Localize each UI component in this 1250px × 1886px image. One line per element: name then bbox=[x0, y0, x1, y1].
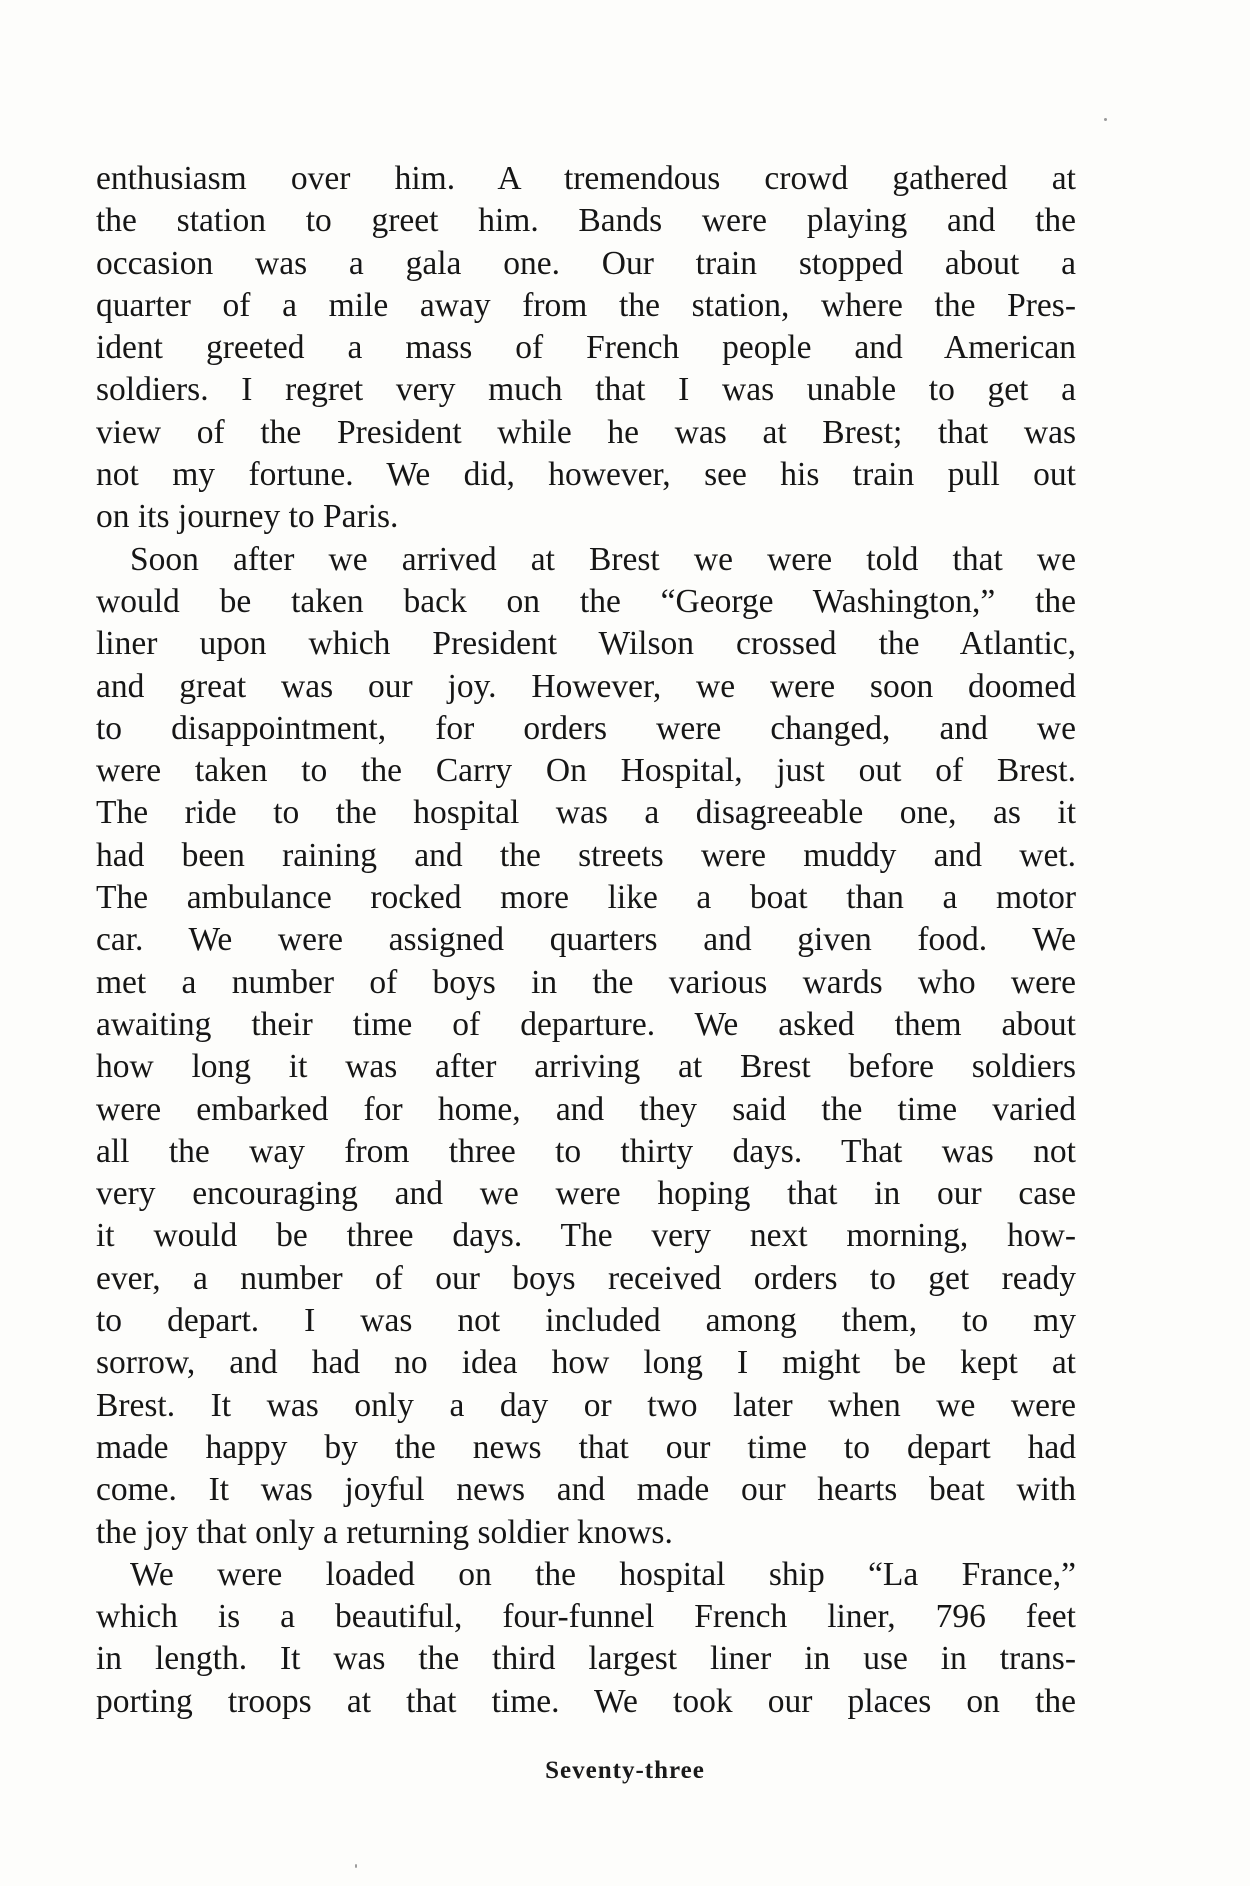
text-line: enthusiasm over him. A tremendous crowd gathered at bbox=[96, 160, 1076, 197]
text-line: which is a beautiful, four-funnel French liner, 796 feet bbox=[96, 1598, 1076, 1636]
text-line: liner upon which President Wilson crossed the Atlantic, bbox=[96, 625, 1076, 663]
text-line: ident greeted a mass of French people and American bbox=[96, 329, 1076, 367]
scan-speck bbox=[355, 1864, 357, 1868]
text-line: to disappointment, for orders were changed, and we bbox=[96, 709, 1076, 747]
paragraph-3 bbox=[96, 1554, 1076, 1723]
text-line: met a number of boys in the various wards who were bbox=[96, 963, 1076, 1001]
text-line: view of the President while he was at Brest; that was bbox=[96, 413, 1076, 451]
text-line: it would be three days. The very next morning, how- bbox=[96, 1217, 1076, 1255]
text-line: the joy that only a returning soldier knows. bbox=[96, 1513, 673, 1551]
text-line: occasion was a gala one. Our train stopped about a bbox=[96, 244, 1076, 282]
paragraph-2 bbox=[96, 539, 1076, 1554]
text-line: soldiers. I regret very much that I was unable to get a bbox=[96, 371, 1076, 409]
body-text bbox=[96, 158, 1076, 1723]
text-line: Soon after we arrived at Brest we were told that we bbox=[130, 540, 1076, 578]
text-line: ever, a number of our boys received orders to get ready bbox=[96, 1259, 1076, 1297]
text-line: sorrow, and had no idea how long I might be kept at bbox=[96, 1344, 1076, 1382]
text-line: all the way from three to thirty days. That was not bbox=[96, 1132, 1076, 1170]
page-number: Seventy-three bbox=[545, 1757, 705, 1784]
text-line: to depart. I was not included among them, to my bbox=[96, 1302, 1076, 1340]
text-line: The ambulance rocked more like a boat than a motor bbox=[96, 879, 1076, 917]
text-line: the station to greet him. Bands were playing and the bbox=[96, 202, 1076, 240]
text-line: made happy by the news that our time to depart had bbox=[96, 1428, 1076, 1466]
text-line: would be taken back on the “George Washington,” the bbox=[96, 582, 1076, 620]
text-line: in length. It was the third largest liner in use in trans- bbox=[96, 1640, 1076, 1678]
text-line: We were loaded on the hospital ship “La France,” bbox=[130, 1555, 1076, 1593]
scan-speck bbox=[1104, 118, 1107, 121]
text-line: had been raining and the streets were muddy and wet. bbox=[96, 836, 1076, 874]
text-line: how long it was after arriving at Brest before soldiers bbox=[96, 1048, 1076, 1086]
text-line: The ride to the hospital was a disagreeable one, as it bbox=[96, 794, 1076, 832]
text-line: were taken to the Carry On Hospital, just out of Brest. bbox=[96, 752, 1076, 790]
text-line: Brest. It was only a day or two later when we were bbox=[96, 1386, 1076, 1424]
text-line: quarter of a mile away from the station, where the Pres- bbox=[96, 286, 1076, 324]
text-line: on its journey to Paris. bbox=[96, 498, 399, 536]
text-line: porting troops at that time. We took our places on the bbox=[96, 1682, 1076, 1720]
text-line: and great was our joy. However, we were soon doomed bbox=[96, 667, 1076, 705]
text-line: come. It was joyful news and made our hearts beat with bbox=[96, 1471, 1076, 1509]
paragraph-1 bbox=[96, 158, 1076, 539]
text-line: not my fortune. We did, however, see his train pull out bbox=[96, 456, 1076, 494]
text-line: car. We were assigned quarters and given food. We bbox=[96, 921, 1076, 959]
text-line: very encouraging and we were hoping that in our case bbox=[96, 1175, 1076, 1213]
text-line: were embarked for home, and they said the time varied bbox=[96, 1090, 1076, 1128]
text-line: awaiting their time of departure. We asked them about bbox=[96, 1005, 1076, 1043]
